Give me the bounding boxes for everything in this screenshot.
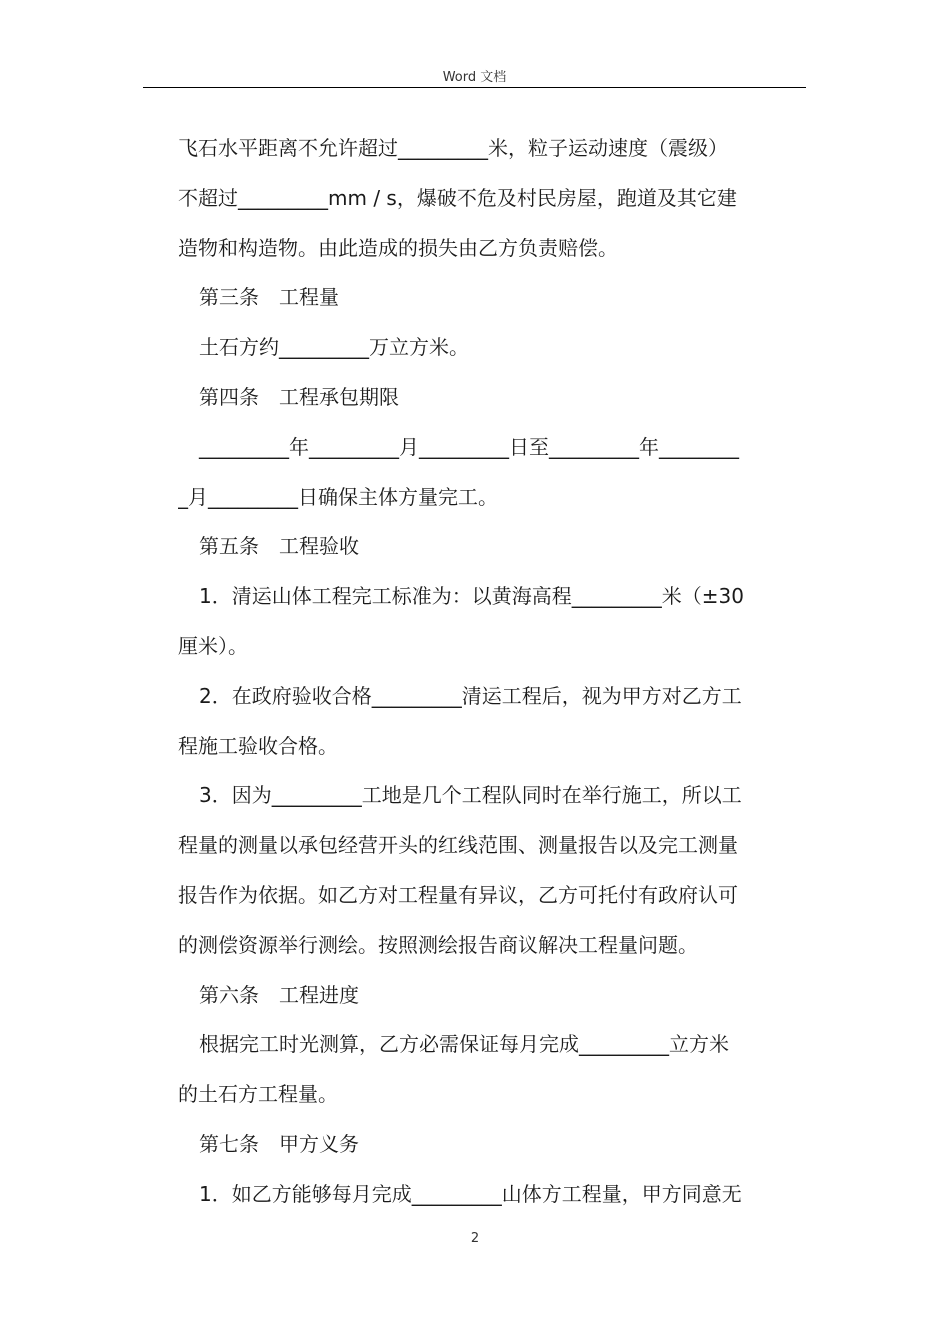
text-line: 根据完工时光测算，乙方必需保证每月完成_________立方米 [199,1032,729,1057]
text-line: 第三条 工程量 [199,285,339,310]
text-line: 的测偿资源举行测绘。按照测绘报告商议解决工程量问题。 [178,932,698,957]
text-line: 报告作为依据。如乙方对工程量有异议，乙方可托付有政府认可 [178,882,738,907]
text-line: 造物和构造物。由此造成的损失由乙方负责赔偿。 [178,235,618,260]
text-line: 第五条 工程验收 [199,534,359,559]
text-line: 土石方约_________万立方米。 [199,335,469,360]
text-line: 1．清运山体工程完工标准为：以黄海高程_________米（±30 [199,584,744,609]
document-body [178,124,804,1220]
text-line: 1．如乙方能够每月完成_________山体方工程量，甲方同意无 [199,1181,742,1206]
text-line: 飞石水平距离不允许超过_________米，粒子运动速度（震级） [178,136,728,160]
text-line: 厘米）。 [178,633,248,658]
text-line: 3．因为_________工地是几个工程队同时在举行施工，所以工 [199,783,742,808]
text-line: 程施工验收合格。 [178,733,338,758]
text-line: 第七条 甲方义务 [199,1131,359,1156]
text-line: 第六条 工程进度 [199,982,359,1007]
text-line: 的土石方工程量。 [178,1082,338,1107]
text-line: 不超过_________mm / s，爆破不危及村民房屋，跑道及其它建 [178,185,737,210]
page-header: Word 文档 [442,70,507,85]
header-rule [143,87,806,88]
text-line: _________年_________月_________日至_________年________ [199,434,739,459]
page-number: 2 [470,1231,480,1246]
text-line: _月_________日确保主体方量完工。 [178,484,498,509]
text-line: 程量的测量以承包经营开头的红线范围、测量报告以及完工测量 [178,833,738,858]
text-line: 2．在政府验收合格_________清运工程后，视为甲方对乙方工 [199,683,742,708]
text-line: 第四条 工程承包期限 [199,384,399,409]
